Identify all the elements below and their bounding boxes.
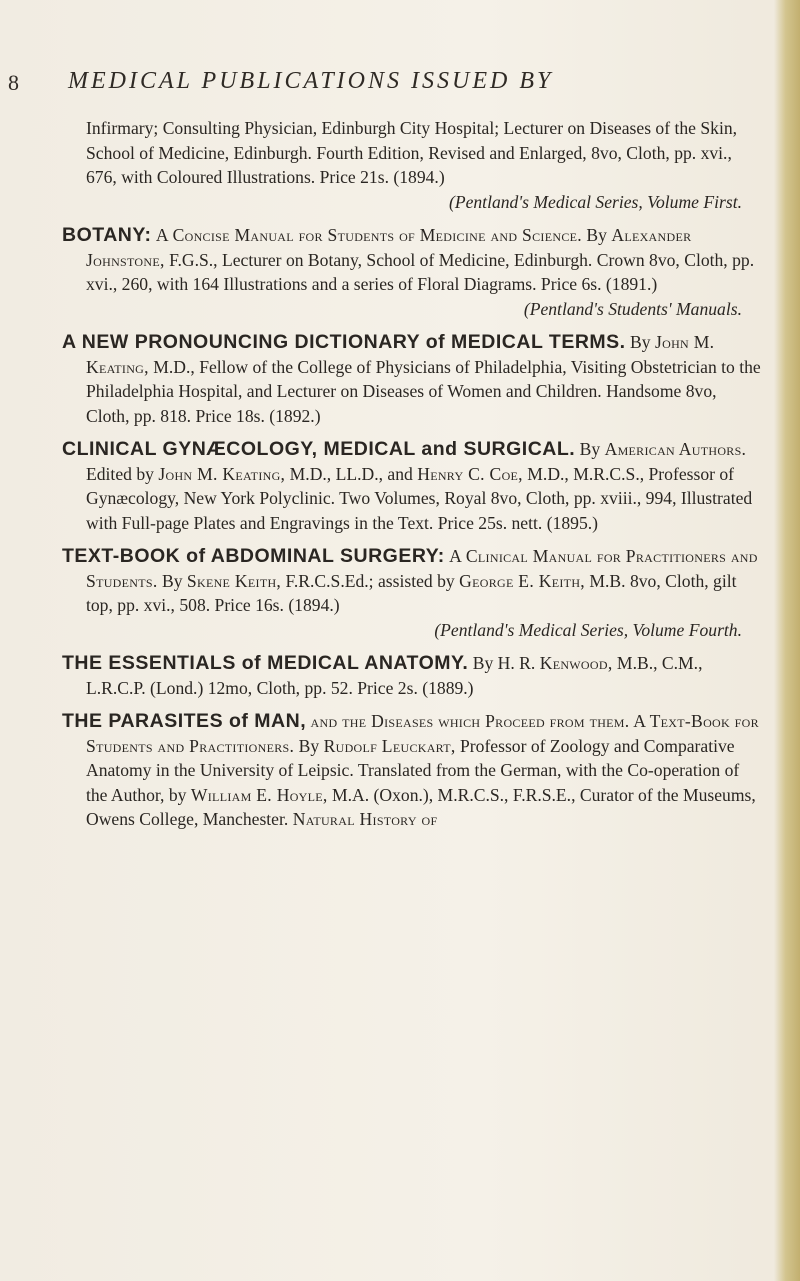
entry-by: By (579, 439, 601, 459)
entry-subtitle: and the Diseases which Proceed from them. A Text-Book for Students and Practitioners. (86, 711, 759, 756)
entry-title: TEXT-BOOK of ABDOMINAL SURGERY: (62, 545, 445, 567)
entry-author: Henry C. Coe, (417, 463, 523, 484)
entry-text: M.B. 8vo, Cloth, gilt top, pp. xvi., 508. Price 16s. (1894.) (86, 570, 737, 615)
entry-by: By (630, 332, 651, 352)
entry-by: By (298, 735, 320, 756)
entry-abdominal-surgery (62, 544, 762, 642)
series-note: (Pentland's Medical Series, Volume Fourth. (434, 619, 742, 640)
entry-by: By H. R. (472, 653, 536, 673)
entry-text: M.D., M.R.C.S., Professor of Gynæcology, New York Polyclinic. Two Volumes, Royal 8vo, Cloth, pp. xviii., 994, Illustrated with Full-page Plates and Engravings in the Text. Price 25s. nett. (1895.) (86, 463, 753, 533)
entry-text: M.D., LL.D., and (289, 463, 413, 484)
entry-subtitle: A Clinical Manual for Practitioners and Students. (86, 546, 758, 591)
entry-text: Edited by (86, 463, 154, 484)
entry-dictionary (62, 330, 762, 428)
entry-by: By (161, 570, 183, 591)
entry-title: A NEW PRONOUNCING DICTIONARY of MEDICAL TERMS. (62, 331, 626, 353)
entry-author: William E. Hoyle, (190, 784, 328, 805)
entry-botany (62, 223, 762, 321)
entry-author: John M. Keating, (158, 463, 286, 484)
entry-title: BOTANY: (62, 224, 152, 246)
entry-trailing-text: Natural History of (292, 809, 438, 829)
continued-entry (62, 116, 762, 214)
entry-text: F.R.C.S.Ed.; assisted by (285, 570, 455, 591)
continued-text: Infirmary; Consulting Physician, Edinburgh City Hospital; Lecturer on Diseases of the Skin, School of Medicine, Edinburgh. Fourth Edition, Revised and Enlarged, 8vo, Cloth, pp. xvi., 676, with Coloured Illustrations. Price 21s. (1894.) (86, 118, 738, 187)
entry-author: Kenwood, (539, 653, 613, 673)
publication-list (62, 116, 762, 841)
entry-author: Skene Keith, (186, 570, 282, 591)
entry-text: F.G.S., Lecturer on Botany, School of Medicine, Edinburgh. Crown 8vo, Cloth, pp. xvi., 260, with 164 Illustrations and a series of Floral Diagrams. Price 6s. (1891.) (86, 249, 755, 294)
series-note: (Pentland's Medical Series, Volume First. (448, 191, 742, 212)
entry-title: THE PARASITES of MAN, (62, 710, 307, 732)
entry-author: Alexander Johnstone, (86, 225, 692, 270)
series-note: (Pentland's Students' Manuals. (523, 298, 742, 319)
entry-gynaecology (62, 437, 762, 535)
entry-parasites (62, 709, 762, 832)
entry-author: George E. Keith, (459, 570, 585, 591)
entry-title: THE ESSENTIALS of MEDICAL ANATOMY. (62, 652, 469, 674)
entry-author: John M. Keating, (86, 332, 715, 377)
entry-author: Rudolf Leuckart, (323, 735, 456, 756)
entry-medical-anatomy (62, 651, 762, 700)
page-number: 8 (8, 70, 19, 95)
entry-text: M.D., Fellow of the College of Physicians of Philadelphia, Visiting Obstetrician to the Philadelphia Hospital, and Lecturer on Diseases of Women and Children. Handsome 8vo, Cloth, pp. 818. Price 18s. (1892.) (86, 356, 761, 426)
entry-title: CLINICAL GYNÆCOLOGY, MEDICAL and SURGICAL. (62, 438, 576, 460)
entry-text: Professor of Zoology and Comparative Anatomy in the University of Leipsic. Translated from the German, with the Co-operation of the Author, by (86, 735, 740, 805)
entry-text: M.A. (Oxon.), M.R.C.S., F.R.S.E., Curator of the Museums, Owens College, Manchester. (86, 784, 756, 829)
running-title: MEDICAL PUBLICATIONS ISSUED BY (68, 68, 554, 94)
page-header (0, 66, 800, 106)
entry-by: By (586, 225, 607, 245)
page-edge-shadow (774, 0, 800, 1281)
entry-author: American Authors. (604, 439, 747, 459)
entry-text: M.B., C.M., L.R.C.P. (Lond.) 12mo, Cloth, pp. 52. Price 2s. (1889.) (86, 653, 703, 698)
entry-subtitle: A Concise Manual for Students of Medicine and Science. (155, 225, 582, 245)
